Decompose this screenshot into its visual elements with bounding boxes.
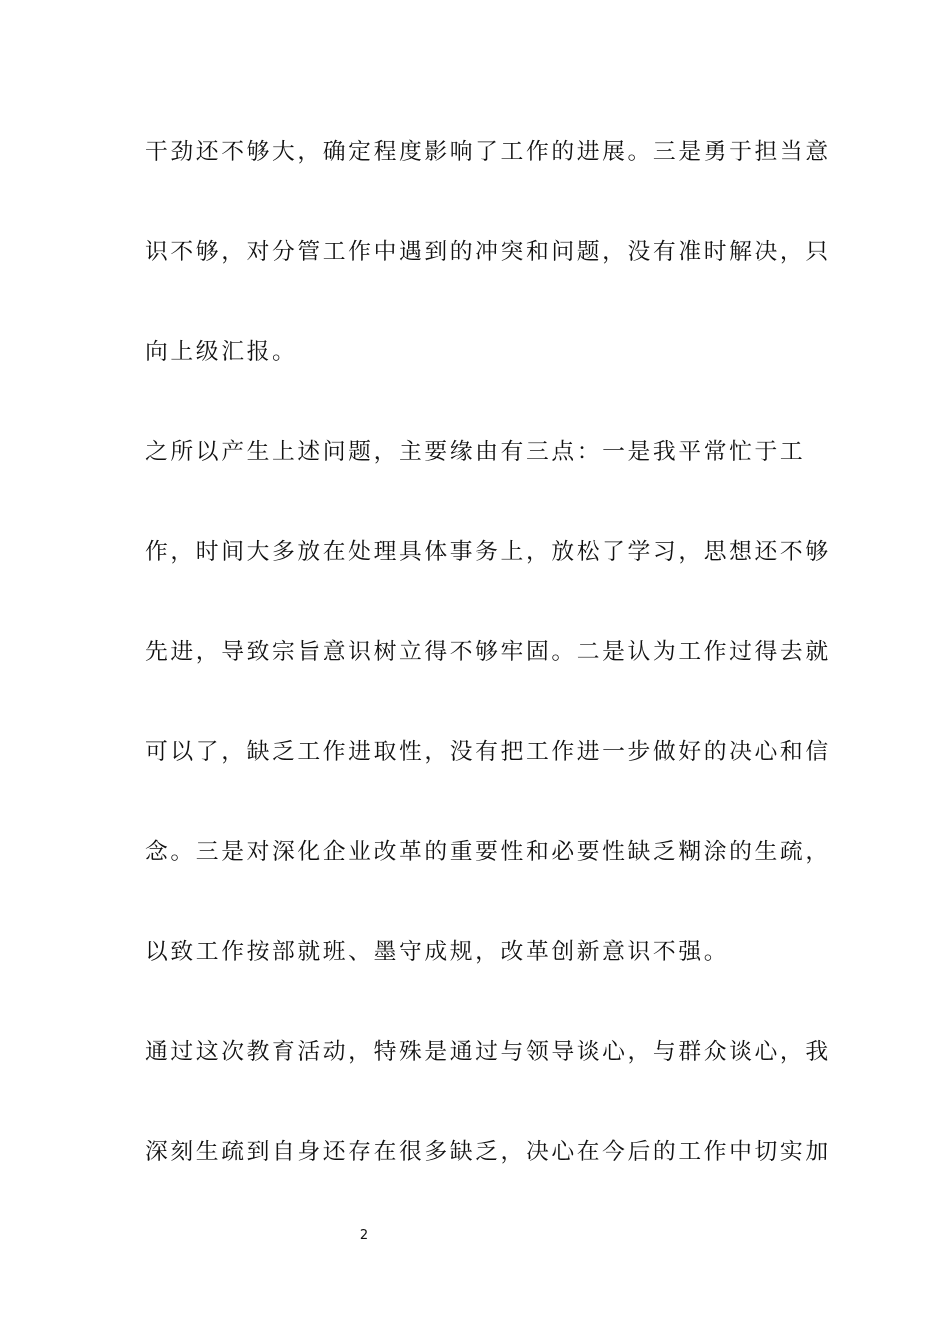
text-line-1: 干劲还不够大，确定程度影响了工作的进展。三是勇于担当意	[145, 139, 831, 165]
text-line-8: 念。三是对深化企业改革的重要性和必要性缺乏糊涂的生疏，	[145, 839, 831, 865]
text-line-5: 作，时间大多放在处理具体事务上，放松了学习，思想还不够	[145, 539, 831, 565]
text-line-7: 可以了，缺乏工作进取性，没有把工作进一步做好的决心和信	[145, 739, 831, 765]
text-line-9: 以致工作按部就班、墨守成规，改革创新意识不强。	[145, 939, 730, 965]
text-line-4: 之所以产生上述问题，主要缘由有三点：一是我平常忙于工	[145, 439, 806, 465]
text-line-6: 先进，导致宗旨意识树立得不够牢固。二是认为工作过得去就	[145, 639, 831, 665]
text-line-2: 识不够，对分管工作中遇到的冲突和问题，没有准时解决，只	[145, 239, 831, 265]
page-number: 2	[359, 1228, 369, 1243]
text-line-11: 深刻生疏到自身还存在很多缺乏，决心在今后的工作中切实加	[145, 1139, 831, 1165]
text-line-3: 向上级汇报。	[145, 339, 298, 365]
text-line-10: 通过这次教育活动，特殊是通过与领导谈心，与群众谈心，我	[145, 1039, 831, 1065]
